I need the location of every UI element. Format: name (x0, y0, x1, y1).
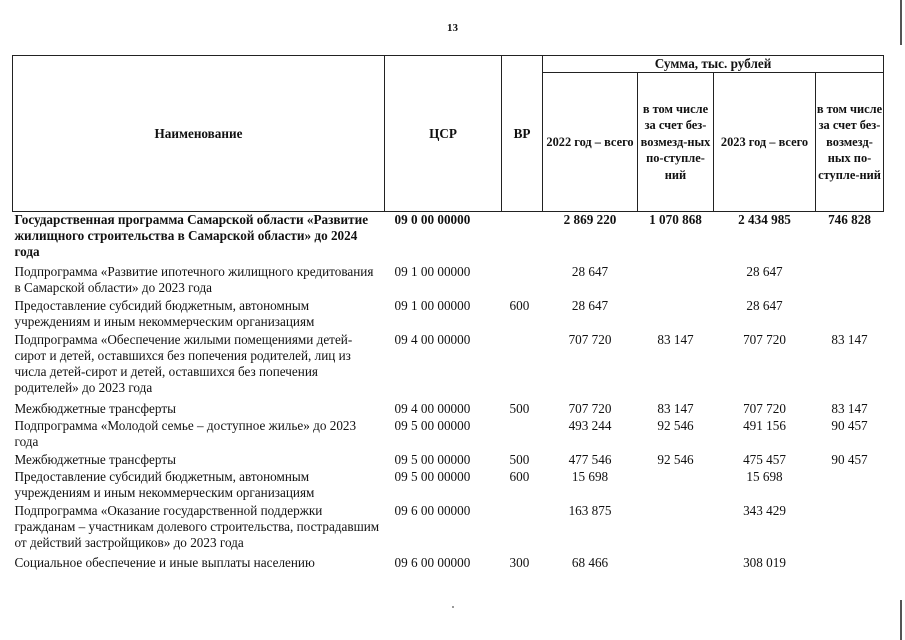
table-row (13, 555, 884, 575)
header-2023-gratuitous: в том числе за счет без-возмезд-ных по-ступле-ний (816, 73, 884, 212)
row-2022-total: 28 647 (571, 297, 609, 313)
row-2023-total: 308 019 (743, 554, 786, 570)
row-2022-total: 28 647 (571, 263, 609, 279)
row-2023-total: 707 720 (743, 400, 786, 416)
row-vr: 300 (509, 554, 530, 570)
row-vr (502, 212, 543, 264)
table-row (13, 212, 884, 264)
row-vr: 500 (509, 451, 530, 467)
row-2022-total: 707 720 (568, 331, 612, 347)
row-name: Межбюджетные трансферты (14, 451, 176, 467)
row-2022-gratuitous (638, 469, 714, 503)
row-vr: 600 (509, 468, 530, 484)
row-name: Межбюджетные трансферты (14, 400, 176, 416)
row-csr: 09 5 00 00000 (394, 451, 471, 467)
row-2022-gratuitous (638, 264, 714, 298)
row-2023-gratuitous (816, 555, 884, 575)
row-2022-total: 15 698 (571, 468, 609, 484)
row-2023-gratuitous: 90 457 (831, 417, 868, 433)
table-row (13, 298, 884, 332)
row-2022-gratuitous (638, 555, 714, 575)
row-csr: 09 4 00 00000 (394, 400, 471, 416)
table-row (13, 418, 884, 452)
row-name: Подпрограмма «Оказание государственной поддержки гражданам – участникам долевого строительства, пострадавшим от действий застройщиков» до 2023 года (14, 502, 380, 550)
row-2023-gratuitous (816, 469, 884, 503)
row-name: Предоставление субсидий бюджетным, автономным учреждениям и иным некоммерческим организациям (14, 297, 315, 329)
row-2023-total: 2 434 985 (738, 212, 791, 227)
row-2022-total: 2 869 220 (563, 212, 617, 227)
header-name: Наименование (13, 56, 385, 212)
row-2023-gratuitous (816, 503, 884, 555)
table-row (13, 264, 884, 298)
row-name: Подпрограмма «Молодой семье – доступное жилье» до 2023 года (14, 417, 357, 449)
row-2023-total: 707 720 (743, 331, 786, 347)
row-2022-total: 477 546 (568, 451, 612, 467)
row-2023-total: 15 698 (746, 468, 783, 484)
row-2022-total: 707 720 (568, 400, 612, 416)
row-csr: 09 1 00 00000 (394, 263, 471, 279)
row-2022-gratuitous: 92 546 (657, 417, 694, 433)
row-csr: 09 6 00 00000 (394, 502, 471, 518)
row-2023-gratuitous (816, 298, 884, 332)
row-2022-total: 68 466 (571, 554, 609, 570)
row-2022-total: 163 875 (568, 502, 612, 518)
row-2023-total: 475 457 (743, 451, 786, 467)
row-2022-gratuitous: 83 147 (657, 400, 694, 416)
row-2022-gratuitous: 92 546 (657, 451, 694, 467)
row-name: Предоставление субсидий бюджетным, автономным учреждениям и иным некоммерческим организациям (14, 468, 315, 500)
row-2023-gratuitous: 83 147 (831, 400, 868, 416)
row-2023-gratuitous: 83 147 (831, 331, 868, 347)
row-csr: 09 0 00 00000 (394, 212, 471, 227)
row-vr (502, 264, 543, 298)
row-2023-gratuitous (816, 264, 884, 298)
scan-edge-mark (900, 600, 902, 640)
row-name: Подпрограмма «Обеспечение жилыми помещениями детей-сирот и детей, оставшихся без попечения родителей, лиц из числа детей-сирот и детей, оставшихся без попечения родителей» до 2023 года (14, 331, 353, 395)
row-vr (502, 418, 543, 452)
header-sum-group: Сумма, тыс. рублей (543, 56, 884, 73)
row-csr: 09 6 00 00000 (394, 554, 471, 570)
header-2023-total: 2023 год – всего (714, 73, 816, 212)
header-2022-total: 2022 год – всего (543, 73, 638, 212)
row-2023-total: 491 156 (743, 417, 786, 433)
scan-edge-mark (900, 0, 902, 45)
header-2022-gratuitous: в том числе за счет без-возмезд-ных по-ступле-ний (638, 73, 714, 212)
row-2022-gratuitous (638, 503, 714, 555)
row-2022-gratuitous: 83 147 (657, 331, 694, 347)
scan-speck (452, 606, 454, 608)
budget-table (12, 55, 884, 575)
row-2023-total: 28 647 (746, 263, 783, 279)
table-row (13, 503, 884, 555)
table-row (13, 401, 884, 418)
row-2022-gratuitous: 1 070 868 (649, 212, 702, 227)
row-name: Социальное обеспечение и иные выплаты населению (14, 554, 315, 570)
row-vr: 500 (509, 400, 530, 416)
row-2022-total: 493 244 (568, 417, 612, 433)
row-name: Подпрограмма «Развитие ипотечного жилищного кредитования в Самарской области» до 2023 года (14, 263, 374, 295)
row-2023-total: 28 647 (746, 297, 783, 313)
row-vr (502, 503, 543, 555)
row-csr: 09 5 00 00000 (394, 417, 471, 433)
row-name: Государственная программа Самарской области «Развитие жилищного строительства в Самарской области» до 2024 года (14, 212, 369, 259)
row-csr: 09 4 00 00000 (394, 331, 471, 347)
row-2023-gratuitous: 90 457 (831, 451, 868, 467)
row-csr: 09 1 00 00000 (394, 297, 471, 313)
row-2023-total: 343 429 (743, 502, 786, 518)
header-vr: ВР (502, 56, 543, 212)
row-vr (502, 332, 543, 401)
header-csr: ЦСР (385, 56, 502, 212)
row-vr: 600 (509, 297, 530, 313)
page-number: 13 (447, 22, 458, 34)
table-row (13, 452, 884, 469)
row-2022-gratuitous (638, 298, 714, 332)
row-2023-gratuitous: 746 828 (828, 212, 871, 227)
table-row (13, 469, 884, 503)
row-csr: 09 5 00 00000 (394, 468, 471, 484)
table-row (13, 332, 884, 401)
